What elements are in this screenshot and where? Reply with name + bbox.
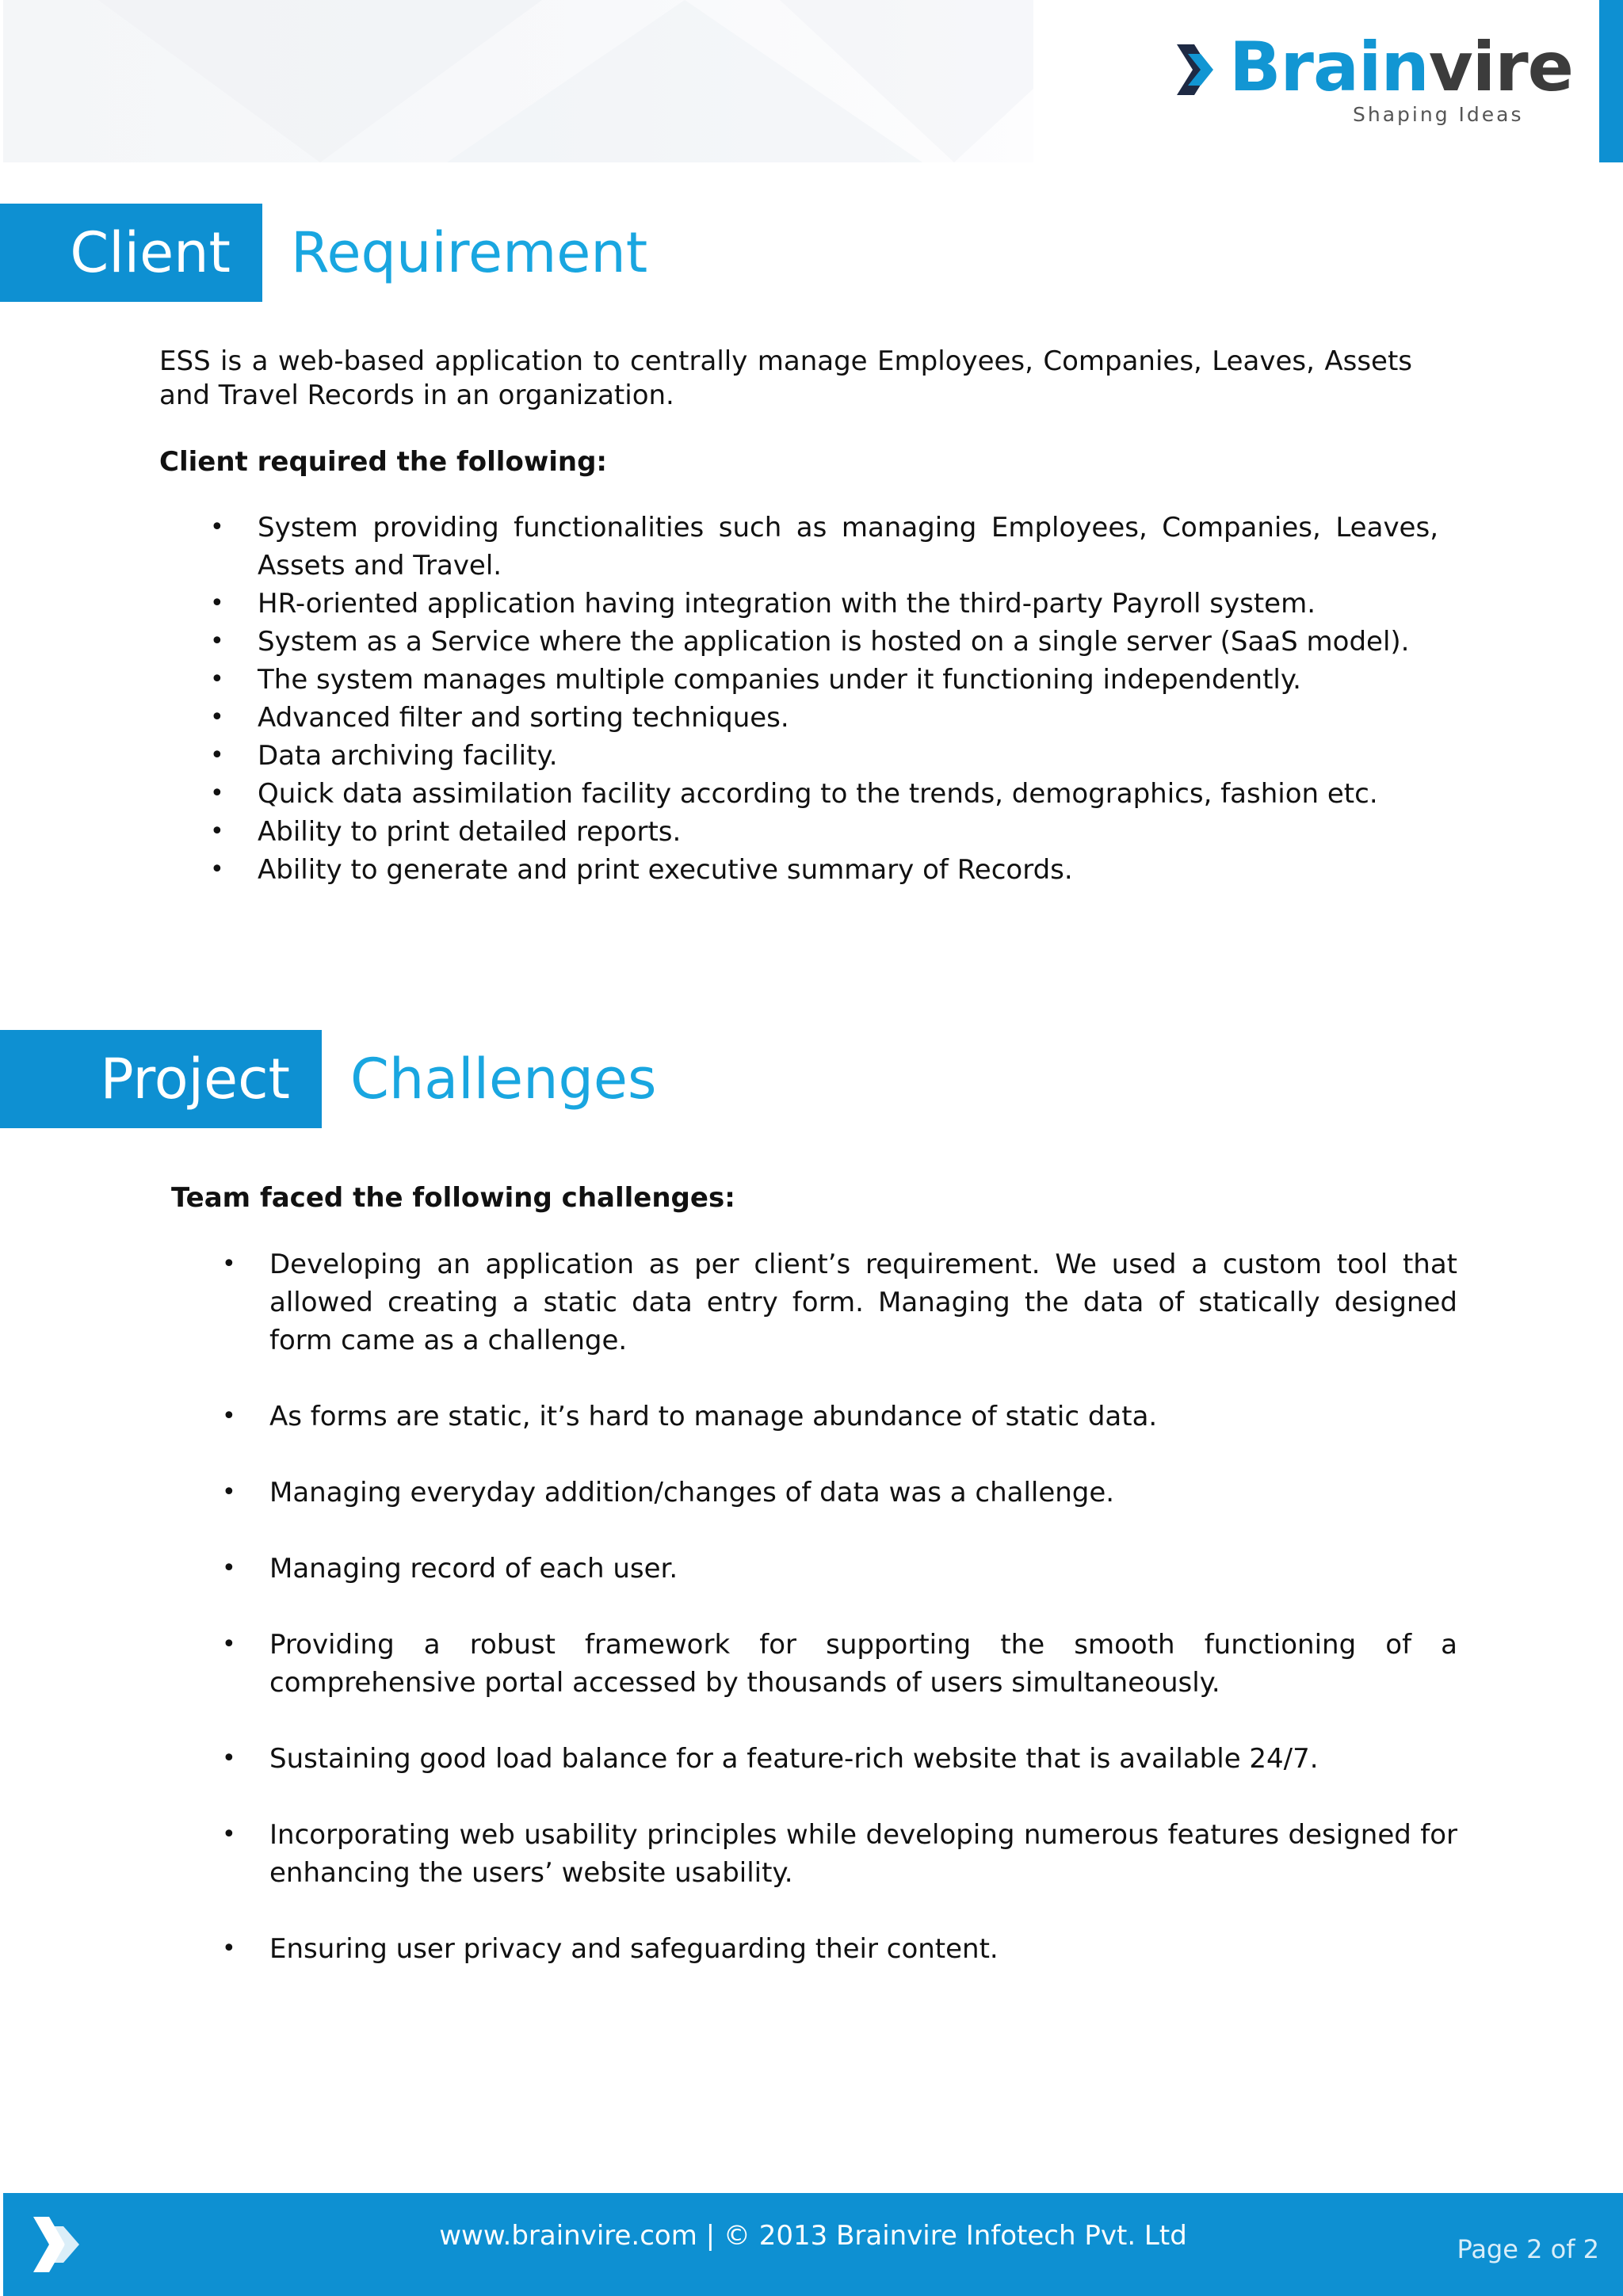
list-item: • Providing a robust framework for supporting the smooth functioning of a comprehensive portal accessed by thousands of users simultaneously. bbox=[269, 1626, 1457, 1702]
list-item: • Data archiving facility. bbox=[258, 737, 1438, 775]
list-item: • As forms are static, it’s hard to manage abundance of static data. bbox=[269, 1398, 1457, 1436]
logo-wordmark: Brainvire bbox=[1229, 28, 1573, 107]
project-challenges-heading bbox=[0, 1030, 656, 1128]
client-requirement-heading bbox=[0, 204, 647, 302]
page-header bbox=[0, 0, 1623, 162]
list-item: • System providing functionalities such as managing Employees, Companies, Leaves, Assets and Travel. bbox=[258, 509, 1438, 585]
heading-light: Requirement bbox=[291, 220, 648, 285]
list-item: • HR-oriented application having integration with the third-party Payroll system. bbox=[258, 585, 1438, 623]
client-requirements-list bbox=[258, 509, 1438, 889]
header-accent-bar bbox=[1599, 0, 1623, 162]
list-item: • System as a Service where the application is hosted on a single server (SaaS model). bbox=[258, 623, 1438, 661]
challenges-subheading: Team faced the following challenges: bbox=[171, 1182, 735, 1214]
list-item: • Ability to generate and print executive summary of Records. bbox=[258, 851, 1438, 889]
list-item: • The system manages multiple companies under it functioning independently. bbox=[258, 661, 1438, 699]
page-footer bbox=[3, 2193, 1623, 2296]
heading-box: Client bbox=[0, 204, 262, 302]
page-number: Page 2 of 2 bbox=[1457, 2234, 1599, 2264]
challenges-list bbox=[269, 1245, 1457, 2006]
list-item: • Quick data assimilation facility according to the trends, demographics, fashion etc. bbox=[258, 775, 1438, 813]
heading-box: Project bbox=[0, 1030, 322, 1128]
list-item: • Incorporating web usability principles while developing numerous features designed for enhancing the users’ website usability. bbox=[269, 1816, 1457, 1892]
list-item: • Ensuring user privacy and safeguarding their content. bbox=[269, 1930, 1457, 1968]
list-item: • Developing an application as per client’s requirement. We used a custom tool that allowed creating a static data entry form. Managing the data of statically designed form came as a challenge. bbox=[269, 1245, 1457, 1360]
client-requirements-subheading: Client required the following: bbox=[159, 446, 608, 478]
list-item: • Advanced filter and sorting techniques. bbox=[258, 699, 1438, 737]
list-item: • Managing everyday addition/changes of data was a challenge. bbox=[269, 1474, 1457, 1512]
footer-copyright: www.brainvire.com | © 2013 Brainvire Infotech Pvt. Ltd bbox=[439, 2220, 1187, 2252]
heading-light: Challenges bbox=[350, 1047, 657, 1112]
intro-paragraph: ESS is a web-based application to centrally manage Employees, Companies, Leaves, Assets and Travel Records in an organization. bbox=[159, 345, 1412, 411]
logo-tagline: Shaping Ideas bbox=[1353, 103, 1524, 126]
brainvire-logo bbox=[1177, 28, 1573, 129]
list-item: • Managing record of each user. bbox=[269, 1550, 1457, 1588]
list-item: • Sustaining good load balance for a feature-rich website that is available 24/7. bbox=[269, 1740, 1457, 1778]
brainvire-chevron-icon bbox=[1177, 44, 1218, 95]
list-item: • Ability to print detailed reports. bbox=[258, 813, 1438, 851]
header-background bbox=[3, 0, 1033, 162]
